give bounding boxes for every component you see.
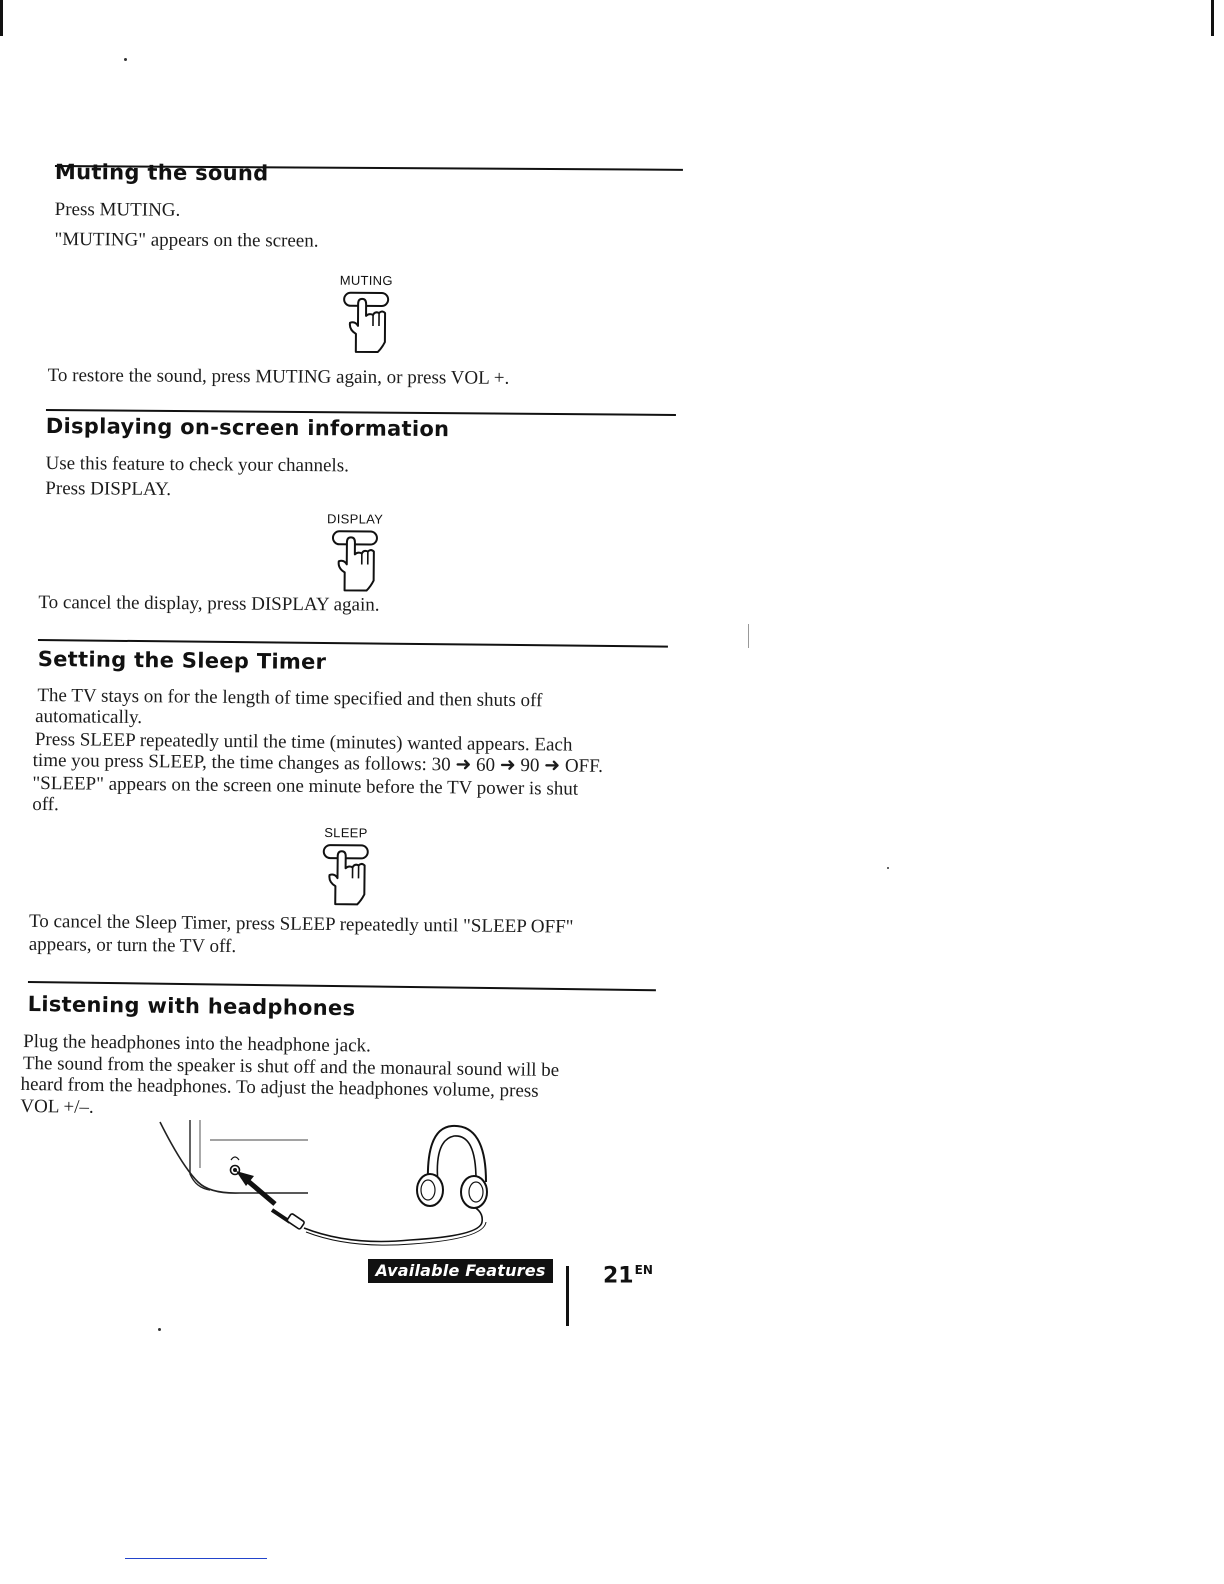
section-muting xyxy=(47,159,685,403)
section-heading: Setting the Sleep Timer xyxy=(37,646,327,675)
remote-button-press-icon xyxy=(336,290,396,354)
footer-divider xyxy=(566,1266,569,1326)
section-heading: Displaying on-screen information xyxy=(45,413,450,442)
body-line: time you press SLEEP, the time changes as follows: 30 ➜ 60 ➜ 90 ➜ OFF. xyxy=(32,749,604,777)
scan-edge-mark xyxy=(1211,0,1214,36)
button-label: DISPLAY xyxy=(327,511,384,527)
page-number xyxy=(603,1263,653,1288)
body-line: heard from the headphones. To adjust the headphones volume, press xyxy=(20,1073,539,1102)
headphone-jack-illustration xyxy=(150,1118,510,1258)
button-label: SLEEP xyxy=(324,825,368,841)
scan-speck xyxy=(748,624,749,648)
body-line: Plug the headphones into the headphone jack. xyxy=(23,1030,372,1057)
body-line: Press MUTING. xyxy=(54,198,181,221)
body-line: VOL +/–. xyxy=(20,1095,94,1118)
section-display xyxy=(38,405,678,640)
body-line: Press DISPLAY. xyxy=(45,477,172,500)
button-label: MUTING xyxy=(339,272,393,289)
scan-speck xyxy=(124,58,127,61)
page-number-value: 21 xyxy=(603,1263,634,1289)
body-line: off. xyxy=(32,793,59,816)
body-line: appears, or turn the TV off. xyxy=(28,933,237,958)
body-line: Use this feature to check your channels. xyxy=(45,452,349,477)
display-button-figure xyxy=(310,511,401,593)
body-line: "SLEEP" appears on the screen one minute before the TV power is shut xyxy=(32,772,579,800)
body-line: To cancel the Sleep Timer, press SLEEP repeatedly until "SLEEP OFF" xyxy=(28,910,574,938)
section-heading: Listening with headphones xyxy=(27,991,356,1021)
body-line: "MUTING" appears on the screen. xyxy=(54,228,319,252)
section-sleep-timer xyxy=(28,637,670,974)
page-number-suffix: EN xyxy=(634,1263,653,1277)
scan-bottom-line xyxy=(125,1558,267,1559)
body-line: Press SLEEP repeatedly until the time (minutes) wanted appears. Each xyxy=(34,728,573,756)
body-line: automatically. xyxy=(35,705,143,729)
section-heading: Muting the sound xyxy=(54,159,269,186)
section-rule xyxy=(28,981,656,991)
muting-button-figure xyxy=(321,273,411,355)
body-line: To restore the sound, press MUTING again, or press VOL +. xyxy=(47,364,510,389)
section-headphones xyxy=(20,979,658,1137)
scan-speck xyxy=(158,1328,161,1331)
section-rule xyxy=(38,639,668,648)
body-line: To cancel the display, press DISPLAY again. xyxy=(38,591,380,616)
scan-edge-mark xyxy=(0,0,3,36)
body-line: The TV stays on for the length of time specified and then shuts off xyxy=(37,684,543,712)
remote-button-press-icon xyxy=(325,528,386,592)
remote-button-press-icon xyxy=(315,842,376,907)
scan-speck xyxy=(887,867,889,869)
sleep-button-figure xyxy=(300,825,391,907)
section-tab-available-features: Available Features xyxy=(368,1259,553,1283)
body-line: The sound from the speaker is shut off and the monaural sound will be xyxy=(22,1052,560,1081)
